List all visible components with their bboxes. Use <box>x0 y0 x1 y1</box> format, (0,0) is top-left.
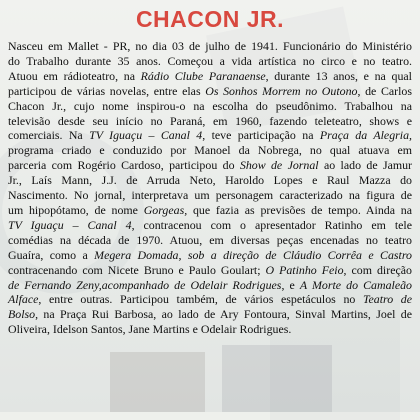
italic-title: Megera Domada, sob a direção de Cláudio Corrêa e Castro <box>94 247 412 262</box>
text-line <box>8 39 412 54</box>
text-line <box>8 218 412 233</box>
italic-title: Praça da Alegria, <box>319 128 412 143</box>
italic-title: TV Iguaçu – Canal 4 <box>89 128 203 143</box>
text-run: do Trabalho durante 35 anos. Começou a vida artística no circo e no teatro. <box>8 53 412 68</box>
text-run: , teve participação na <box>202 128 320 143</box>
text-line <box>8 84 412 99</box>
text-line <box>8 292 412 307</box>
text-line <box>8 188 412 203</box>
text-run: parceria com Rogério Cardoso, participou do <box>8 158 240 173</box>
text-line <box>8 263 412 278</box>
text-line <box>8 322 412 337</box>
text-run: Nascimento. No jornal, interpretava um personagem caracterizado na figura de <box>8 188 412 203</box>
italic-title: A Morte do Camaleão <box>299 277 412 292</box>
text-line <box>8 248 412 263</box>
text-run: Chacon Jr., cujo nome inspirou-o na escolha do pseudônimo. Trabalhou na <box>8 98 412 113</box>
text-line <box>8 69 412 84</box>
text-line <box>8 114 412 129</box>
text-line <box>8 233 412 248</box>
text-line <box>8 158 412 173</box>
italic-title: Gorgeas, <box>143 202 188 217</box>
text-run: Guaíra, como a <box>8 247 95 262</box>
text-run: Oliveira, Idelson Santos, Jane Martins e Odelair Rodrigues. <box>8 322 292 337</box>
text-line <box>8 54 412 69</box>
italic-title: Teatro de <box>362 292 413 307</box>
text-line <box>8 173 412 188</box>
text-line <box>8 128 412 143</box>
text-run: Jr., Laís Mann, J.J. de Arruda Neto, Haroldo Lopes e Raul Mazza do <box>8 173 412 188</box>
text-run: , durante 13 anos, e na qual <box>265 68 412 83</box>
text-run: contracenando com Nicete Bruno e Paulo Goulart; <box>8 262 266 277</box>
text-run: que fazia as previsões de tempo. Ainda na <box>187 202 412 217</box>
text-run: , com direção <box>343 262 412 277</box>
italic-title: Alface <box>8 292 39 307</box>
italic-title: Bolso <box>8 307 36 322</box>
text-line <box>8 307 412 322</box>
text-run: um hipopótamo, de nome <box>8 202 144 217</box>
italic-title: Rádio Clube Paranaense <box>140 68 266 83</box>
text-run: , na Praça Rui Barbosa, ao lado de Ary Fontoura, Sinval Martins, Joel de <box>35 307 412 322</box>
page-title: CHACON JR. <box>135 6 285 32</box>
text-run: Nasceu em Mallet - PR, no dia 03 de julho de 1941. Funcionário do Ministério <box>8 39 412 53</box>
italic-title: O Patinho Feio <box>265 262 344 277</box>
text-run: , entre outras. Participou também, de vários espetáculos no <box>38 292 363 307</box>
italic-title: Show de Jornal <box>239 158 319 173</box>
text-line <box>8 99 412 114</box>
text-run: programa criado e conduzido por Manoel da Nobrega, no qual atuava em <box>8 143 412 158</box>
text-line <box>8 143 412 158</box>
text-run: comerciais. Na <box>8 128 90 143</box>
italic-title: TV Iguaçu – Canal 4 <box>8 217 132 232</box>
text-run: , de Carlos <box>357 83 412 98</box>
text-run: , e <box>281 277 300 292</box>
text-line <box>8 278 412 293</box>
text-run: , contracenou com o apresentador Ratinho em tele <box>131 217 412 232</box>
text-run: ao lado de Jamur <box>318 158 413 173</box>
biography-text <box>8 39 412 337</box>
text-run: participou de várias novelas, entre elas <box>8 83 206 98</box>
background-photo-fragment <box>110 352 205 412</box>
text-run: televisão desde seu início no Paraná, em 1960, fazendo teleteatro, shows e <box>8 113 412 128</box>
italic-title: de Fernando Zeny,acompanhado de Odelair Rodrigues <box>8 277 282 292</box>
italic-title: Os Sonhos Morrem no Outono <box>205 83 358 98</box>
text-run: comédias na década de 1970. Atuou, em diversas peças encenadas no teatro <box>8 232 412 247</box>
text-run: Atuou em rádioteatro, na <box>8 68 141 83</box>
background-photo-fragment <box>222 345 332 412</box>
text-line <box>8 203 412 218</box>
